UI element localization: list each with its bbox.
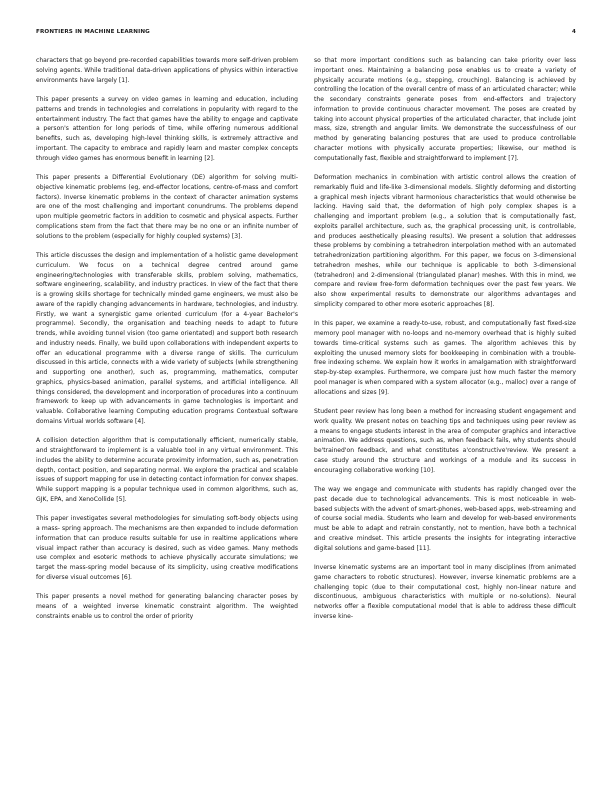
- paragraph: In this paper, we examine a ready-to-use, robust, and computationally fast fixed-size memory pool manager with no-loops and no-memory overhead that is highly suited towards time-critical systems such as games. The algorithm achieves this by exploiting the unused memory slots for bookkeeping in combination with a trouble-free indexing scheme. We explain how it works in amalgamation with straightforward step-by-step examples. Furthermore, we compare just how much faster the memory pool manager is when compared with a system allocator (e.g., malloc) over a range of allocations and sizes [9].: [314, 320, 576, 396]
- page-number: 4: [571, 29, 576, 35]
- right-column: [314, 56, 576, 778]
- running-title: FRONTIERS IN MACHINE LEARNING: [36, 29, 150, 35]
- paragraph: Inverse kinematic systems are an important tool in many disciplines (from animated game characters to robotic structures). However, inverse kinematic problems are a challenging topic (due to their computational cost, highly non-linear nature and discontinuous, ambiguous characteristics with multiple or no-solutions). Neural networks offer a flexible computational model that is able to address these difficult inverse kine-: [314, 564, 576, 620]
- paragraph: so that more important conditions such as balancing can take priority over less important ones. Maintaining a balancing pose enables us to create a variety of physically accurate motions (e.g., stepping, crouching). Balancing is achieved by controlling the location of the overall centre of mass of an articulated character; while the secondary constraints generate poses from end-effectors and trajectory information to provide continuous character movement. The poses are created by taking into account physical properties of the articulated character, that include joint mass, size, strength and angular limits. We demonstrate the successfulness of our method by generating balancing postures that are used to produce controllable character motions with physically accurate properties; likewise, our method is computationally fast, flexible and straightforward to implement [7].: [314, 57, 576, 162]
- paragraph: This article discusses the design and implementation of a holistic game development curriculum. We focus on a technical degree centred around game engineering/technologies with transferable skills, problem solving, mathematics, software engineering, scalability, and industry practices. In view of the fact that there is a growing skills shortage for technically minded game engineers, we must also be aware of the rapidly changing advancements in hardware, technologies, and industry. Firstly, we want a synergistic game oriented curriculum (for a 4-year Bachelor's programme). Secondly, the organisation and teaching needs to adapt to future trends, while avoiding tunnel vision (too game orientated) and support both research and industry needs. Finally, we build upon collaborations with independent experts to offer an educational programme with a diverse range of skills. The curriculum discussed in this article, connects with a wide variety of subjects (while strengthening and supporting one another), such as, programming, mathematics, computer graphics, physics-based animation, parallel systems, and artificial intelligence. All things considered, the development and incorporation of procedures into a continuum framework to keep up with advancements in game technologies is important and valuable. Collaborative learning Computing education programs Contextual software domains Virtual worlds software [4].: [36, 252, 298, 425]
- paragraph: characters that go beyond pre-recorded capabilities towards more self-driven problem solving agents. While traditional data-driven applications of physics within interactive environments have largely [1].: [36, 57, 298, 84]
- left-column: [36, 56, 298, 778]
- paragraph: Deformation mechanics in combination with artistic control allows the creation of remarkably fluid and life-like 3-dimensional models. Slightly deforming and distorting a graphical mesh injects vibrant harmonious characteristics that would otherwise be lacking. Having said that, the deformation of high poly complex shapes is a challenging and important problem (e.g., a solution that is computationally fast, exploits parallel architecture, such as, the graphical processing unit, is controllable, and produces aesthetically pleasing results). We present a solution that addresses these problems by combining a tetrahedron interpolation method with an automated tetrahedronization partitioning algorithm. For this paper, we focus on 3-dimensional tetrahedron meshes, while our technique is applicable to both 3-dimensional (tetrahedron) and 2-dimensional (triangulated planar) meshes. With this in mind, we compare and review free-form deformation techniques over the past few years. We also show experimental results to demonstrate our algorithms advantages and simplicity compared to other more esoteric approaches [8].: [314, 174, 576, 308]
- paragraph: This paper investigates several methodologies for simulating soft-body objects using a mass- spring approach. The mechanisms are then expanded to include deformation information that can produce results suitable for use in realtime applications where visual impact rather than accuracy is desired, such as video games. Many methods use complex and esoteric methods to achieve physically accurate simulations; we target the mass-spring model because of its simplicity, using creative modifications for diverse visual outcomes [6].: [36, 515, 298, 581]
- paragraph: This paper presents a Differential Evolutionary (DE) algorithm for solving multi-objective kinematic problems (eg, end-effector locations, centre-of-mass and comfort factors). Inverse kinematic problems in the context of character animation systems are one of the most challenging and important conundrums. The problems depend upon multiple geometric factors in addition to cosmetic and physical aspects. Further complications stem from the fact that there may be no one or an infinite number of solutions to the problem (especially for highly coupled systems) [3].: [36, 174, 298, 240]
- paragraph: A collision detection algorithm that is computationally efficient, numerically stable, and straightforward to implement is a valuable tool in any virtual environment. This includes the ability to determine accurate proximity information, such as, penetration depth, contact position, and separating normal. We explore the practical and scalable issues of support mapping for use in detecting contact information for convex shapes. While support mapping is a popular technique used in common algorithms, such as, GJK, EPA, and XenoCollide [5].: [36, 437, 298, 503]
- paragraph: Student peer review has long been a method for increasing student engagement and work quality. We present notes on teaching tips and techniques using peer review as a means to engage students interest in the area of computer graphics and interactive animation. We address questions, such as, when feedback fails, why students should be'trained'on feedback, and what constitutes a'constructive'review. We present a case study around the structure and workings of a module and its success in encouraging collaborative working [10].: [314, 408, 576, 474]
- running-header: [36, 29, 576, 39]
- paragraph: This paper presents a novel method for generating balancing character poses by means of a weighted inverse kinematic constraint algorithm. The weighted constraints enable us to control the order of priority: [36, 593, 298, 620]
- paragraph: This paper presents a survey on video games in learning and education, including patterns and trends in technologies and correlations in popularity with regard to the entertainment industry. The fact that games have the ability to engage and captivate a person's attention for long periods of time, while offering numerous additional benefits, such as, developing high-level thinking skills, is extremely attractive and important. The capacity to embrace and rapidly learn and master complex concepts through video games has enormous benefit in learning [2].: [36, 96, 298, 162]
- paragraph: The way we engage and communicate with students has rapidly changed over the past decade due to technological advancements. This is most noticeable in web-based subjects with the advent of smart-phones, web-based apps, web-streaming and of course social media. Students who learn and develop for web-based environments must be able to adapt and retrain constantly, not to mention, have both a technical and creative mindset. This article presents the insights for integrating interactive digital solutions and game-based [11].: [314, 486, 576, 552]
